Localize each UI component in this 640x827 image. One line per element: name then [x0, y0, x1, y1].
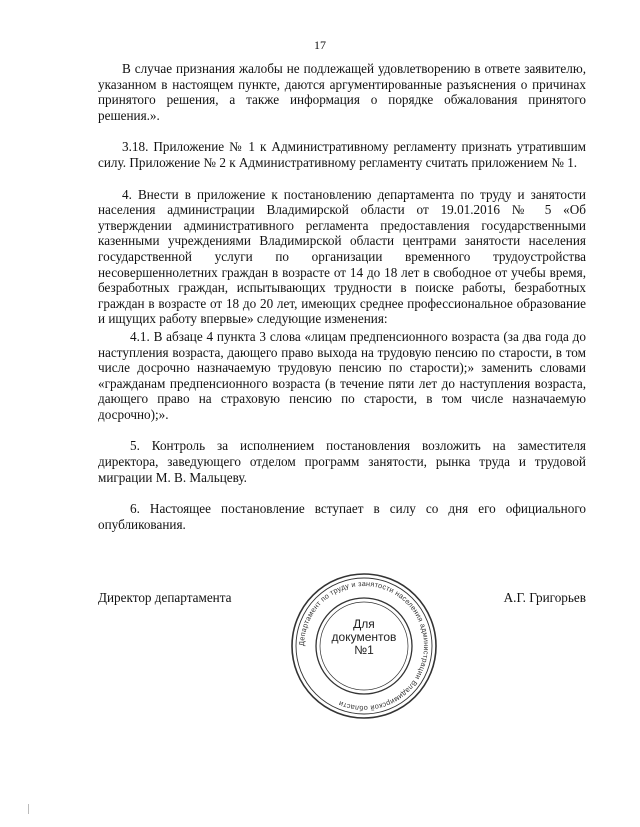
paragraph-4-1: 4.1. В абзаце 4 пункта 3 слова «лицам предпенсионного возраста (за два года до наступления возраста, дающего право выхода на трудовую пенсию по старости, в том числе досрочно назначаемую трудовую пенсию по старости);» заменить словами «гражданам предпенсионного возраста (в течение пяти лет до наступления возраста, дающего право на страховую пенсию по старости, в том числе назначаемую досрочно);».: [98, 328, 586, 422]
signatory-name: А.Г. Григорьев: [503, 590, 586, 605]
official-stamp: [288, 570, 440, 722]
document-body: [98, 61, 586, 532]
stamp-center-line2: документов: [331, 630, 397, 644]
paragraph-6: 6. Настоящее постановление вступает в силу со дня его официального опубликования.: [98, 501, 586, 532]
stamp-center-line3: №1: [354, 643, 374, 657]
paragraph-5: 5. Контроль за исполнением постановления возложить на заместителя директора, заведующего отделом программ занятости, рынка труда и трудовой миграции М. В. Мальцеву.: [98, 438, 586, 485]
paragraph-4: 4. Внести в приложение к постановлению департамента по труду и занятости населения администрации Владимирской области от 19.01.2016 № 5 «Об утверждении административного регламента предоставления государственными казенными учреждениями Владимирской области центрами занятости населения государственной услуги по организации временного трудоустройства несовершеннолетних граждан в возрасте от 14 до 18 лет в свободное от учебы время, безработных граждан, испытывающих трудности в поиске работы, безработных граждан в возрасте от 18 до 20 лет, имеющих среднее профессиональное образование и ищущих работу впервые» следующие изменения:: [98, 186, 586, 327]
paragraph-3-18: 3.18. Приложение № 1 к Административному регламенту признать утратившим силу. Приложение № 2 к Административному регламенту считать приложением № 1.: [98, 139, 586, 170]
scan-margin-mark: [28, 804, 29, 814]
signatory-title: Директор департамента: [98, 590, 232, 605]
stamp-ring-text: Департамент по труду и занятости населения администрации Владимирской области: [296, 578, 432, 714]
stamp-center-text: [288, 618, 440, 657]
page-number: 17: [314, 38, 326, 52]
stamp-center-line1: Для: [353, 617, 375, 631]
paragraph-complaint-answer: В случае признания жалобы не подлежащей удовлетворению в ответе заявителю, указанном в настоящем пункте, даются аргументированные разъяснения о причинах принятого решения, а также информация о порядке обжалования принятого решения.».: [98, 61, 586, 123]
